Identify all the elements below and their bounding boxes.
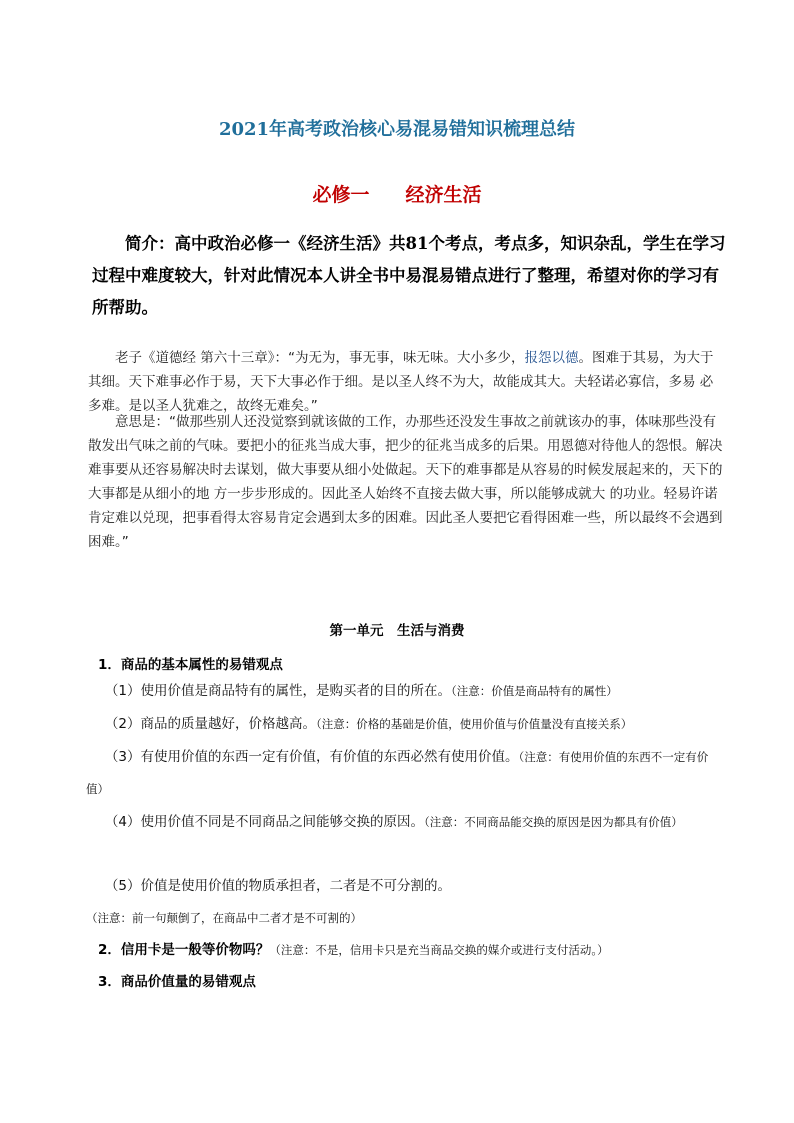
section-heading-3: 3．商品价值量的易错观点 xyxy=(98,974,256,990)
list-item: （3）有使用价值的东西一定有价值，有价值的东西必然有使用价值。（注意：有使用价值的东西不一定有价值） xyxy=(86,749,709,796)
quote-text-b: 。图难于其易，为大于其细。天下难事必作于易，天下大事必作于细。是以圣人终不为大，故能成其大。夫轻诺必寡信，多易 必多难。是以圣人犹难之，故终无难矣。” xyxy=(88,350,714,414)
section-heading-1: 1．商品的基本属性的易错观点 xyxy=(98,657,283,673)
quote-highlight: 报怨以德 xyxy=(524,350,579,366)
list-item: （1）使用价值是商品特有的属性，是购买者的目的所在。（注意：价值是商品特有的属性） xyxy=(104,683,618,699)
list-item: （5）价值是使用价值的物质承担者，二者是不可分割的。（注意：前一句颠倒了，在商品中二者才是不可割的） xyxy=(86,878,451,925)
document-title: 2021年高考政治核心易混易错知识梳理总结 xyxy=(218,119,576,140)
quote-text-a: 老子《道德经 第六十三章》：“为无为，事无事，味无味。大小多少， xyxy=(115,350,525,366)
intro-paragraph: 简介：高中政治必修一《经济生活》共81个考点，考点多，知识杂乱，学生在学习过程中难度较大，针对此情况本人讲全书中易混易错点进行了整理，希望对你的学习有所帮助。 xyxy=(92,234,726,317)
document-subtitle xyxy=(0,180,794,207)
subtitle-part2: 经济生活 xyxy=(405,184,482,206)
unit-title: 第一单元 生活与消费 xyxy=(329,623,465,639)
section-heading-2: 2．信用卡是一般等价物吗？（注意：不是，信用卡只是充当商品交换的媒介或进行支付活动。） xyxy=(98,942,609,958)
subtitle-part1: 必修一 xyxy=(312,184,370,206)
list-item: （2）商品的质量越好，价格越高。（注意：价格的基础是价值，使用价值与价值量没有直接关系） xyxy=(104,716,633,732)
meaning-paragraph: 意思是：“做那些别人还没觉察到就该做的工作，办那些还没发生事故之前就该办的事，体味那些没有散发出气味之前的气味。要把小的征兆当成大事，把少的征兆当成多的后果。用恩德对待他人的怨恨。解决难事要从还容易解决时去谋划，做大事要从细小处做起。天下的难事都是从容易的时候发展起来的，天下的大事都是从细小的地 方一步步形成的。因此圣人始终不直接去做大事，所以能够成就大 的功业。轻易许诺肯定难以兑现，把事看得太容易肯定会遇到太多的困难。因此圣人要把它看得困难一些，所以最终不会遇到困难。” xyxy=(88,414,723,550)
quote-paragraph xyxy=(88,346,724,418)
list-item: （4）使用价值不同是不同商品之间能够交换的原因。（注意：不同商品能交换的原因是因为都具有价值） xyxy=(104,814,683,830)
